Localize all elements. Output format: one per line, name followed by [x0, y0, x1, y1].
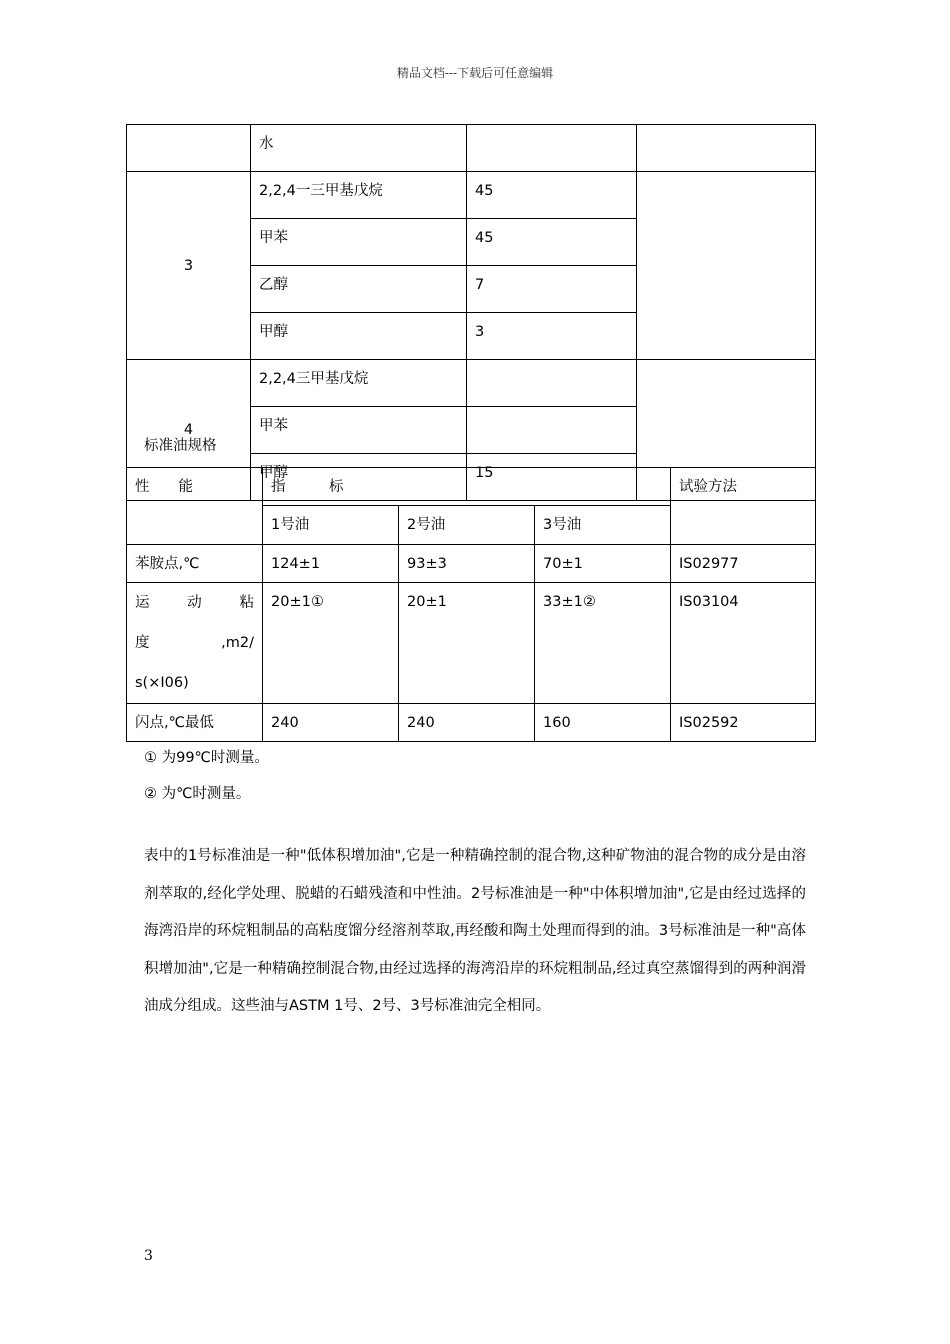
value-cell: [467, 360, 637, 407]
group-id-cell: 3: [127, 172, 251, 360]
table-row: [127, 545, 816, 583]
table-row: [127, 704, 816, 742]
value-cell: 70±1: [535, 545, 671, 583]
table-caption: 标准油规格: [144, 438, 217, 454]
component-cell: 甲醇: [251, 313, 467, 360]
component-cell: 2,2,4一三甲基戊烷: [251, 172, 467, 219]
property-line: s(×I06): [135, 675, 189, 691]
table-row: [127, 583, 816, 704]
property-char: 运: [135, 595, 150, 611]
property-line: [135, 623, 254, 663]
component-cell: 水: [251, 125, 467, 172]
subheader-oil3: 3号油: [535, 506, 671, 545]
property-cell: 闪点,℃最低: [127, 704, 263, 742]
footnote: ① 为99℃时测量。: [144, 750, 269, 766]
value-cell: 20±1①: [263, 583, 399, 704]
table-row: [127, 125, 816, 172]
property-char: 度: [135, 635, 150, 651]
component-cell: 甲苯: [251, 219, 467, 266]
value-cell: 7: [467, 266, 637, 313]
value-cell: 15: [467, 454, 637, 501]
header-method: 试验方法: [671, 468, 816, 545]
value-cell: 240: [263, 704, 399, 742]
value-cell: [467, 407, 637, 454]
method-cell: IS02592: [671, 704, 816, 742]
page-number: 3: [144, 1248, 153, 1264]
table-cell: [127, 125, 251, 172]
value-cell: 20±1: [399, 583, 535, 704]
table-header-row: [127, 468, 816, 506]
subheader-oil2: 2号油: [399, 506, 535, 545]
component-cell: 乙醇: [251, 266, 467, 313]
value-cell: 45: [467, 219, 637, 266]
table-cell: [637, 125, 816, 172]
value-cell: 160: [535, 704, 671, 742]
value-cell: 3: [467, 313, 637, 360]
component-cell: 2,2,4三甲基戊烷: [251, 360, 467, 407]
oil-spec-table: [126, 467, 816, 742]
value-cell: 45: [467, 172, 637, 219]
component-cell: 甲苯: [251, 407, 467, 454]
composition-table: [126, 124, 816, 501]
component-cell: 甲醇: [251, 454, 467, 501]
value-cell: 93±3: [399, 545, 535, 583]
property-char: 粘: [239, 595, 254, 611]
value-cell: [467, 125, 637, 172]
value-cell: 33±1②: [535, 583, 671, 704]
page-header: 精品文档---下载后可任意编辑: [396, 66, 554, 80]
table-row: [127, 172, 816, 219]
footnote: ② 为℃时测量。: [144, 786, 251, 802]
property-cell: [127, 583, 263, 704]
subheader-oil1: 1号油: [263, 506, 399, 545]
table-cell: [637, 172, 816, 360]
body-paragraph: 表中的1号标准油是一种"低体积增加油",它是一种精确控制的混合物,这种矿物油的混合物的成分是由溶剂萃取的,经化学处理、脱蜡的石蜡残渣和中性油。2号标准油是一种"中体积增加油",它是由经过选择的海湾沿岸的环烷粗制品的高粘度馏分经溶剂萃取,再经酸和陶土处理而得到的油。3号标准油是一种"高体积增加油",它是一种精确控制混合物,由经过选择的海湾沿岸的环烷粗制品,经过真空蒸馏得到的两种润滑油成分组成。这些油与ASTM 1号、2号、3号标准油完全相同。: [144, 848, 806, 1014]
value-cell: 124±1: [263, 545, 399, 583]
header-index: 指 标: [263, 468, 671, 506]
value-cell: 240: [399, 704, 535, 742]
method-cell: IS03104: [671, 583, 816, 704]
header-property: 性 能: [127, 468, 263, 545]
group-id-cell: 4: [127, 360, 251, 501]
table-row: [127, 360, 816, 407]
property-line: [135, 583, 254, 623]
property-char: 动: [187, 595, 202, 611]
method-cell: IS02977: [671, 545, 816, 583]
property-unit: ,m2/: [221, 635, 254, 651]
property-cell: 苯胺点,℃: [127, 545, 263, 583]
